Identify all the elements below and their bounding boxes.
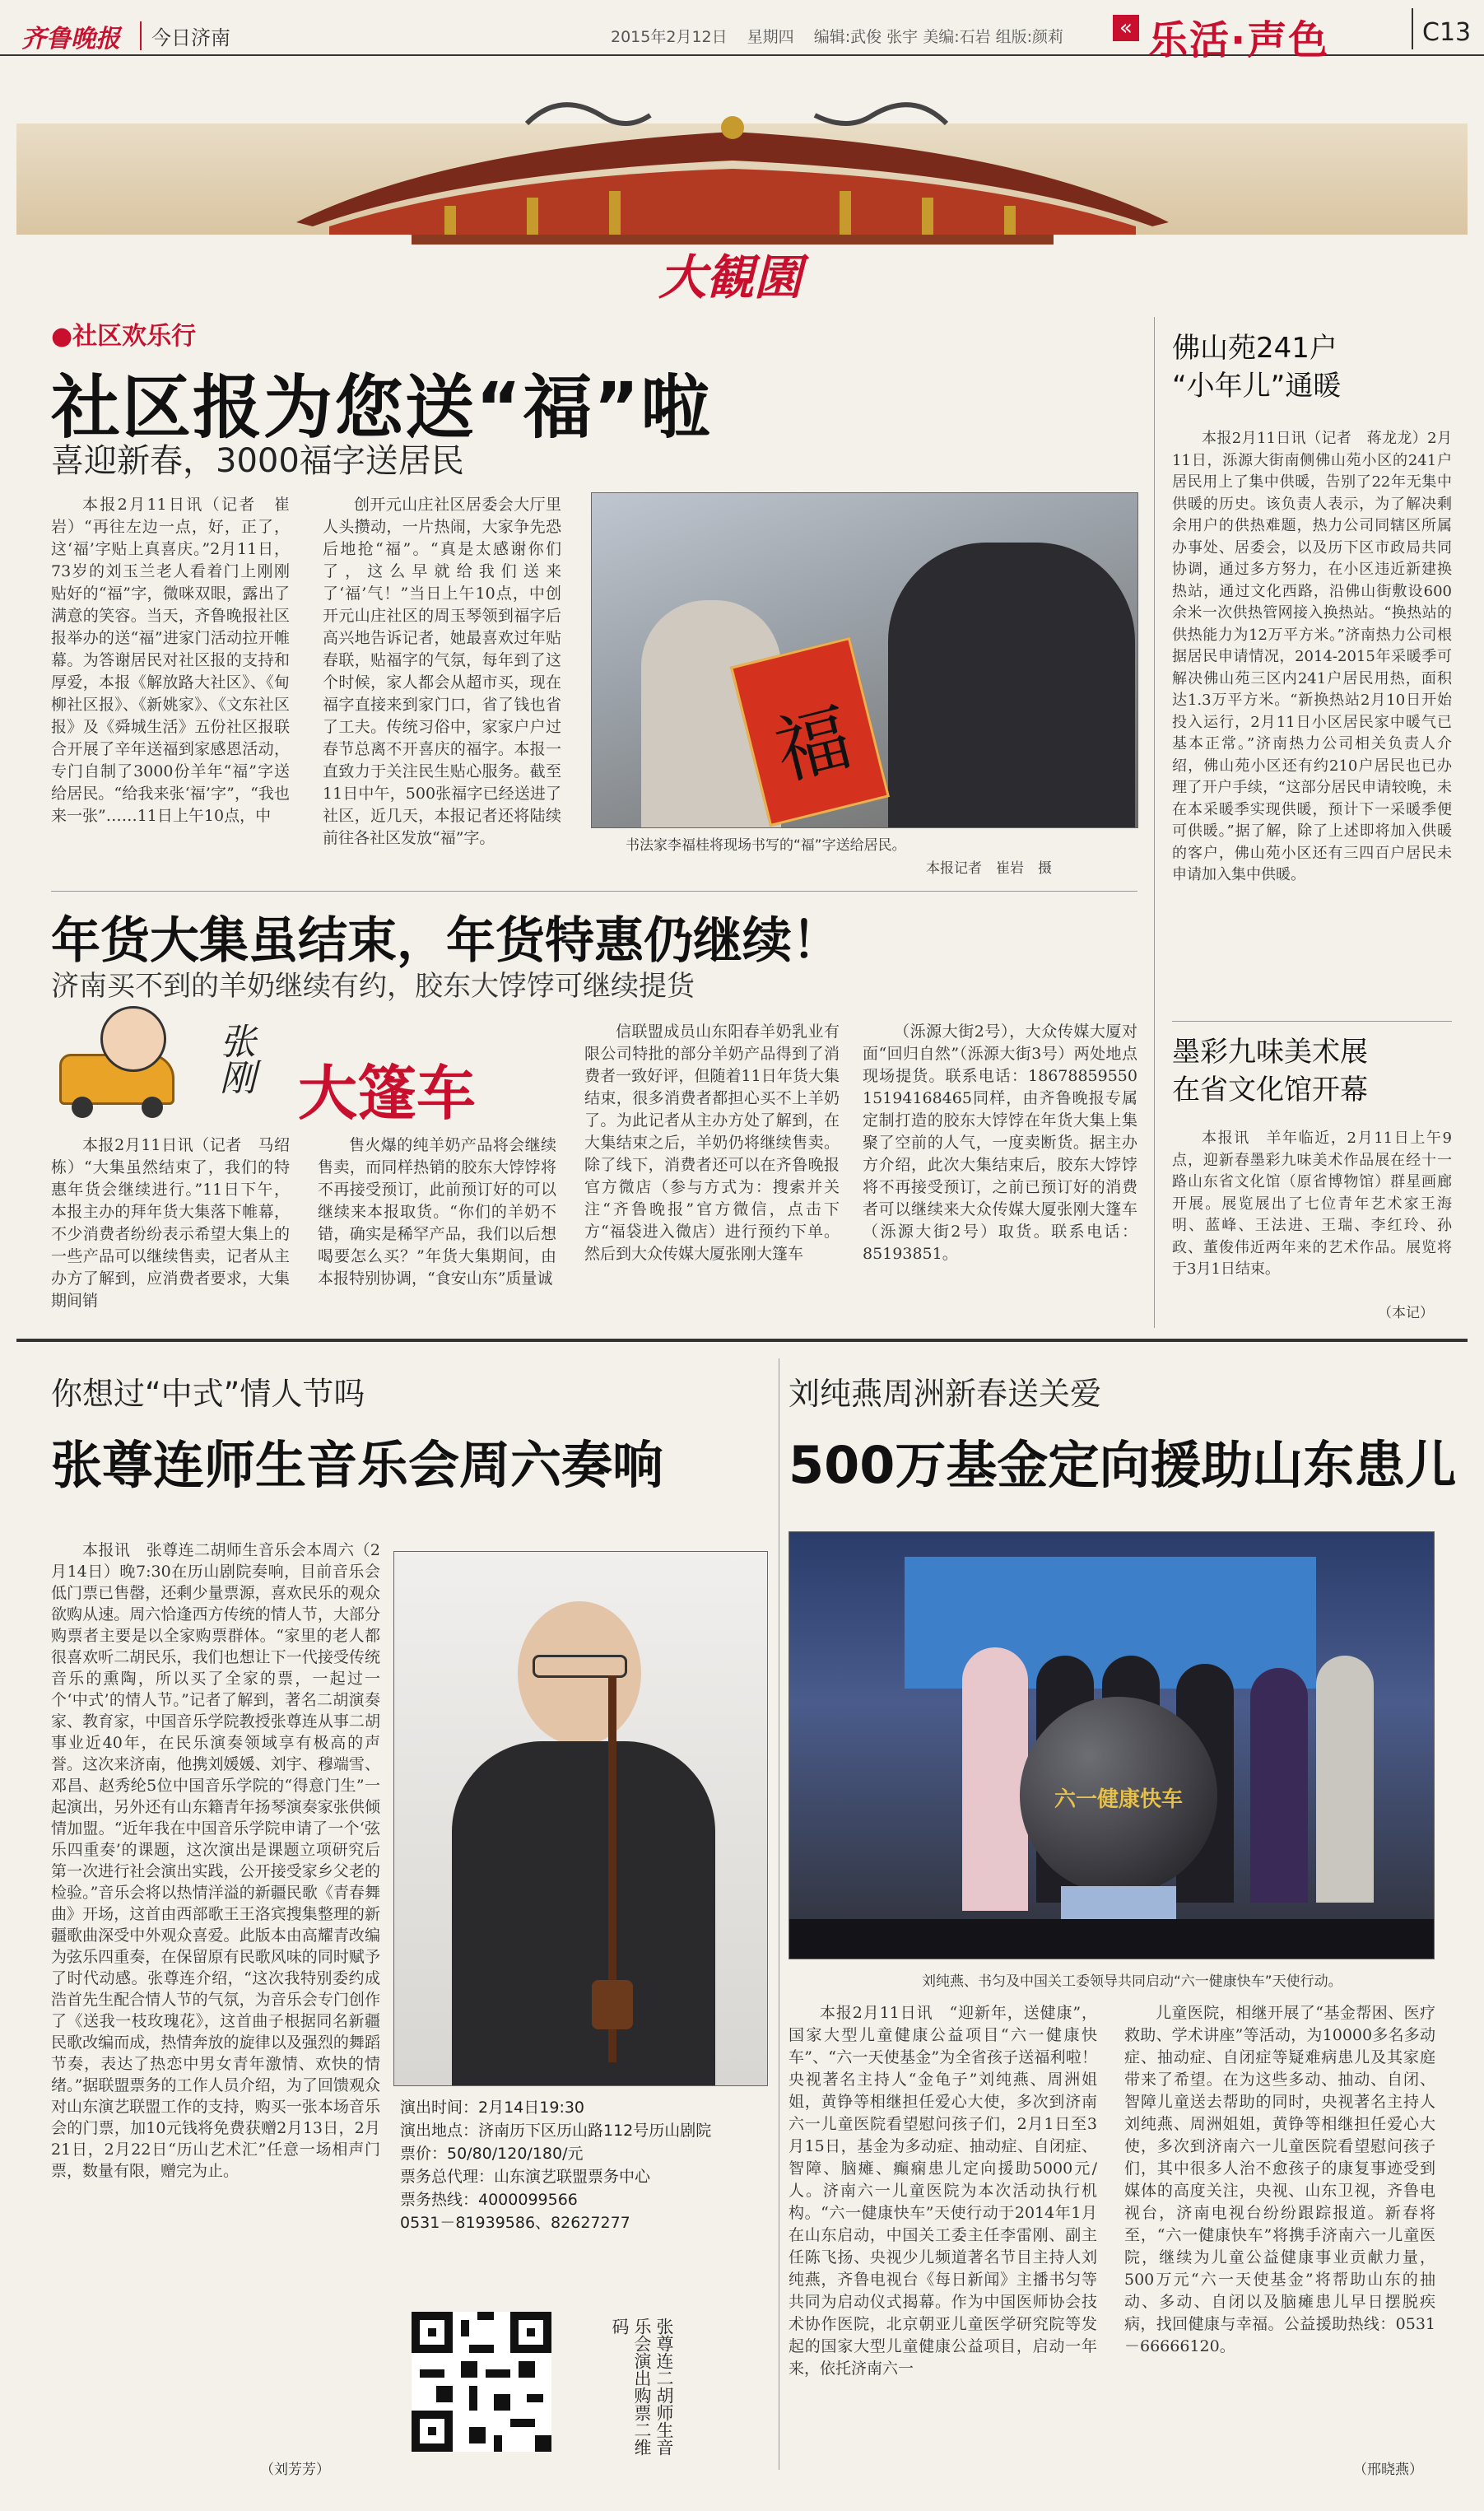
column-logo-bus: [51, 1006, 537, 1134]
globe-label: 六一健康快车: [1054, 1787, 1183, 1812]
caricature-face: [100, 1006, 166, 1072]
story3-signoff: （刘芳芳）: [260, 2462, 330, 2478]
story3-body: 本报讯 张尊连二胡师生音乐会本周六（2月14日）晚7:30在历山剧院奏响，目前音乐会低门票已售罄，还剩少量票源，喜欢民乐的观众欲购从速。周六恰逢西方传统的情人节，大部分购票者主要是以全家购票群体。“家里的老人都很喜欢听二胡民乐，我们也想让下一代接受传统音乐的熏陶，所以买了全家的票，一起过一个‘中式’的情人节。”记者了解到，著名二胡演奏家、教育家，中国音乐学院教授张尊连从事二胡事业近40年，在民乐演奏领域享有极高的声誉。这次来济南，他携刘媛媛、刘宇、穆端雪、邓昌、赵秀纶5位中国音乐学院的“得意门生”一起演出，另外还有山东籍青年扬琴演奏家张供倾情加盟。“近年我在中国音乐学院申请了一个‘弦乐四重奏’的课题，这次演出是课题立项研究后第一次进行社会演出实践，公开接受家乡父老的检验。”音乐会将以热情洋溢的新疆民歌《青春舞曲》开场，这首由西部歌王王洛宾搜集整理的新疆歌曲深受中外观众喜爱。此版本由高耀青改编为弦乐四重奏，在保留原有民歌风味的同时赋予了时代动感。张尊连介绍，“这次我特别委约成浩首先生配合情人节的气氛，为音乐会专门创作了《送我一枝玫瑰花》，这首曲子根据同名新疆民歌改编而成，热情奔放的旋律以及强烈的舞蹈节奏，表达了热恋中男女青年激情、欢快的情绪。”据联盟票务的工作人员介绍，为了回馈观众对山东演艺联盟工作的支持，购买一张本场音乐会的门票，加10元钱将免费获赠2月13日，2月21日，2月22日“历山艺术汇”任意一场相声门票，数量有限，赠完为止。: [51, 1541, 380, 2180]
story4-col1: 本报2月11日讯 “迎新年，送健康”，国家大型儿童健康公益项目“六一健康快车”、“六一天使基金”为全省孩子送福利啦！央视著名主持人“金龟子”刘纯燕、周洲姐姐，黄铮等相继担任爱心大使，多次到济南六一儿童医院看望慰问孩子们，2月1日至3月15日，基金为多动症、抽动症、自闭症、智障、脑瘫、癫痫患儿定向援助5000元/人。济南六一儿童医院为本次活动执行机构。“六一健康快车”天使行动于2014年1月在山东启动，中国关工委主任李雷刚、副主任陈飞扬、央视少儿频道著名节目主持人刘纯燕，齐鲁电视台《每日新闻》主播书匀等共同为启动仪式揭幕。作为中国医师协会技术协作医院，北京朝亚儿童医学研究院等发起的国家大型儿童健康公益项目，启动一年来，依托济南六一: [789, 2004, 1097, 2378]
story2-headline: 年货大集虽结束，年货特惠仍继续！: [51, 912, 841, 970]
story1-headline: 社区报为您送“福”啦: [51, 367, 712, 448]
story2-col4: （泺源大街2号），大众传媒大厦对面“回归自然”（泺源大街3号）两处地点现场提货。联系电话：18678859550 15194168465同样，由齐鲁晚报专属定制打造的胶东大饽饽在年货大集上集聚了空前的人气，一度卖断货。据主办方介绍，此次大集结束后，胶东大饽饽将不再接受预订，之前已预订好的消费者可以继续来大众传媒大厦张刚大篷车（泺源大街2号）取货。联系电话：85193851。: [863, 1023, 1137, 1263]
story2-col1: 本报2月11日讯（记者 马绍栋）“大集虽然结束了，我们的特惠年货会继续进行。”11日下午，本报主办的拜年货大集落下帷幕，不少消费者纷纷表示希望大集上的一些产品可以继续售卖，记者从主办方了解到，应消费者要求，大集期间销: [51, 1136, 290, 1310]
story1-col1: 本报2月11日讯（记者 崔岩）“再往左边一点，好，正了，这‘福’字贴上真喜庆。”2月11日，73岁的刘玉兰老人看着门上刚刚贴好的“福”字，微咪双眼，露出了满意的笑容。当天，齐鲁晚报社区报举办的送“福”进家门活动拉开帷幕。为答谢居民对社区报的支持和厚爱，本报《解放路大社区》、《甸柳社区报》、《新姚家》、《文东社区报》及《舜城生活》五份社区报联合开展了辛年送福到家感恩活动，专门自制了3000份羊年“福”字送给居民。“给我来张‘福’字”，“我也来一张”……11日上午10点，中: [51, 496, 290, 825]
dignitary-figure: [1316, 1656, 1374, 1903]
story2-subhead: 济南买不到的羊奶继续有约，胶东大饽饽可继续提货: [51, 970, 695, 1003]
fu-character: 福: [766, 694, 860, 796]
story4-signoff: （邢晓燕）: [1353, 2462, 1423, 2478]
wheel-icon: [72, 1097, 93, 1118]
launch-globe: [1020, 1697, 1217, 1894]
section-title: 乐活·声色: [1148, 17, 1330, 63]
section-chevron-icon: «: [1113, 15, 1139, 41]
story4-kicker: 刘纯燕周洲新春送关爱: [789, 1376, 1102, 1412]
story4-photo: [789, 1531, 1435, 1959]
wheel-icon: [142, 1097, 163, 1118]
erhu-drum-icon: [592, 1980, 633, 2029]
story1-photo-caption: 书法家李福桂将现场书写的“福”字送给居民。: [626, 837, 906, 854]
date-line: [611, 25, 1063, 47]
editors: 编辑:武俊 张宇 美编:石岩 组版:颜莉: [813, 28, 1064, 46]
story3-headline: 张尊连师生音乐会周六奏响: [51, 1435, 664, 1495]
pagoda-roof-illustration: [280, 82, 1185, 247]
audience-row: [789, 1919, 1435, 1959]
story3-portrait: [393, 1551, 768, 2086]
story1-photo: [591, 492, 1138, 828]
page-number: C13: [1422, 18, 1472, 47]
paper-name: 齐鲁晚报: [21, 25, 120, 54]
story4-photo-caption: 刘纯燕、书匀及中国关工委领导共同启动“六一健康快车”天使行动。: [922, 1973, 1342, 1990]
musician-jacket: [452, 1741, 715, 2086]
qr-code-icon: [412, 2312, 551, 2452]
qr-caption: 张尊连二胡师生音乐会演出购票二维码: [610, 2318, 674, 2456]
presenter-figure: [962, 1647, 1028, 1911]
date: 2015年2月12日: [611, 28, 728, 46]
column-logo-title: 大篷车: [298, 1059, 477, 1128]
edition-label: 今日济南: [140, 21, 230, 50]
banner-logo: 大観園: [658, 249, 802, 305]
story2-col2: 售火爆的纯羊奶产品将会继续售卖，而同样热销的胶东大饽饽将不再接受预订，此前预订好的可以继续来本报取货。“你们的羊奶不错，确实是稀罕产品，我们以后想喝要怎么买？”年货大集期间，由本报特别协调，“食安山东”质量诚: [318, 1136, 556, 1288]
side2-signoff: （本记）: [1378, 1305, 1434, 1321]
story4-headline: 500万基金定向援助山东患儿: [789, 1435, 1457, 1495]
story1-tag: ●社区欢乐行: [51, 322, 197, 351]
side1-headline: 佛山苑241户 “小年儿”通暖: [1172, 332, 1342, 403]
concert-info: 演出时间：2月14日19:30 演出地点：济南历下区历山路112号历山剧院 票价：50/80/120/180/元 票务总代理：山东演艺联盟票务中心 票务热线：4000099566 0531－81939586、82627277: [400, 2099, 712, 2232]
story4-col2: 儿童医院，相继开展了“基金帮困、医疗救助、学术讲座”等活动，为10000多名多动症、抽动症、自闭症等疑难病患儿及其家庭带来了希望。在为这些多动、抽动、自闭、智障儿童送去帮助的同时，央视著名主持人刘纯燕、周洲姐姐，黄铮等相继担任爱心大使，多次到济南六一儿童医院看望慰问孩子们，其中很多人治不愈孩子的康复事迹受到媒体的高度关注，央视、山东卫视，齐鲁电视台，济南电视台纷纷跟踪报道。新春将至，“六一健康快车”将携手济南六一儿童医院，继续为儿童公益健康事业贡献力量，500万元“六一天使基金”将帮助山东的抽动、多动、自闭以及脑瘫患儿早日摆脱疾病，找回健康与幸福。公益援助热线：0531－66666120。: [1124, 2004, 1435, 2355]
story3-kicker: 你想过“中式”情人节吗: [51, 1376, 365, 1412]
story2-col3: 信联盟成员山东阳春羊奶乳业有限公司特批的部分羊奶产品得到了消费者一致好评，但随着11日年货大集结束，很多消费者都担心买不上羊奶了。为此记者从主办方处了解到，在大集结束之后，羊奶仍将继续售卖。除了线下，消费者还可以在齐鲁晚报官方微店（参与方式为：搜索并关注“齐鲁晚报”官方微信，点击下方“福袋进入微店）进行预约下单。然后到大众传媒大厦张刚大篷车: [584, 1023, 840, 1263]
weekday: 星期四: [747, 28, 794, 46]
side1-body: 本报2月11日讯（记者 蒋龙龙）2月11日，泺源大街南侧佛山苑小区的241户居民用上了集中供暖，告别了22年无集中供暖的历史。该负责人表示，为了解决剩余用户的供热难题，热力公司同辖区所属办事处、居委会，以及历下区市政局共同协调，通过多方努力，在小区违近新建换热站，通过文化西路，沿佛山街敷设600余米一次供热管网接入换热站。“换热站的供热能力为12万平方米。”济南热力公司根据居民申请情况，2014-2015年采暖季可解决佛山苑三区内241户居民用热，面积达1.3万平方米。“新换热站2月10日开始投入运行，2月11日小区居民家中暖气已基本正常。”济南热力公司相关负责人介绍，佛山苑小区还有约210户居民也已办理了开户手续，“这部分居民申请较晚，未在本采暖季实现供暖，预计下一采暖季便可供暖。”据了解，除了上述即将加入供暖的客户，佛山苑小区还有三四百户居民未申请加入集中供暖。: [1172, 430, 1452, 883]
column-logo-name: 张刚: [213, 1023, 255, 1095]
musician-glasses: [533, 1655, 627, 1678]
dignitary-figure: [1250, 1668, 1308, 1903]
story1-photo-credit: 本报记者 崔岩 摄: [926, 860, 1052, 877]
side2-body: 本报讯 羊年临近，2月11日上午9点，迎新春墨彩九味美术作品展在经十一路山东省文化馆（原省博物馆）群星画廊开展。展览展出了七位青年艺术家王海明、蓝峰、王法进、王瑞、李红玲、孙政、董俊伟近两年来的艺术作品。展览将于3月1日结束。: [1172, 1130, 1452, 1278]
masthead: [0, 0, 1484, 63]
calligrapher-figure: [888, 543, 1135, 828]
side2-headline: 墨彩九味美术展 在省文化馆开幕: [1172, 1036, 1368, 1106]
story1-subhead: 喜迎新春，3000福字送居民: [51, 442, 464, 480]
story1-col2: 创开元山庄社区居委会大厅里人头攒动，一片热闹，大家争先恐后地抢“福”。“真是太感谢你们了，这么早就给我们送来了‘福’气！”当日上午10点，中创开元山庄社区的周玉琴领到福字后高兴地告诉记者，她最喜欢过年贴春联，贴福字的气氛，每年到了这个时候，家人都会从超市买，现在福字直接来到家门口，省了钱也省了工夫。传统习俗中，家家户户过春节总离不开喜庆的福字。本报一直致力于关注民生贴心服务。截至11日中午，500张福字已经送进了社区，近几天，本报记者还将陆续前往各社区发放“福”字。: [323, 496, 561, 847]
